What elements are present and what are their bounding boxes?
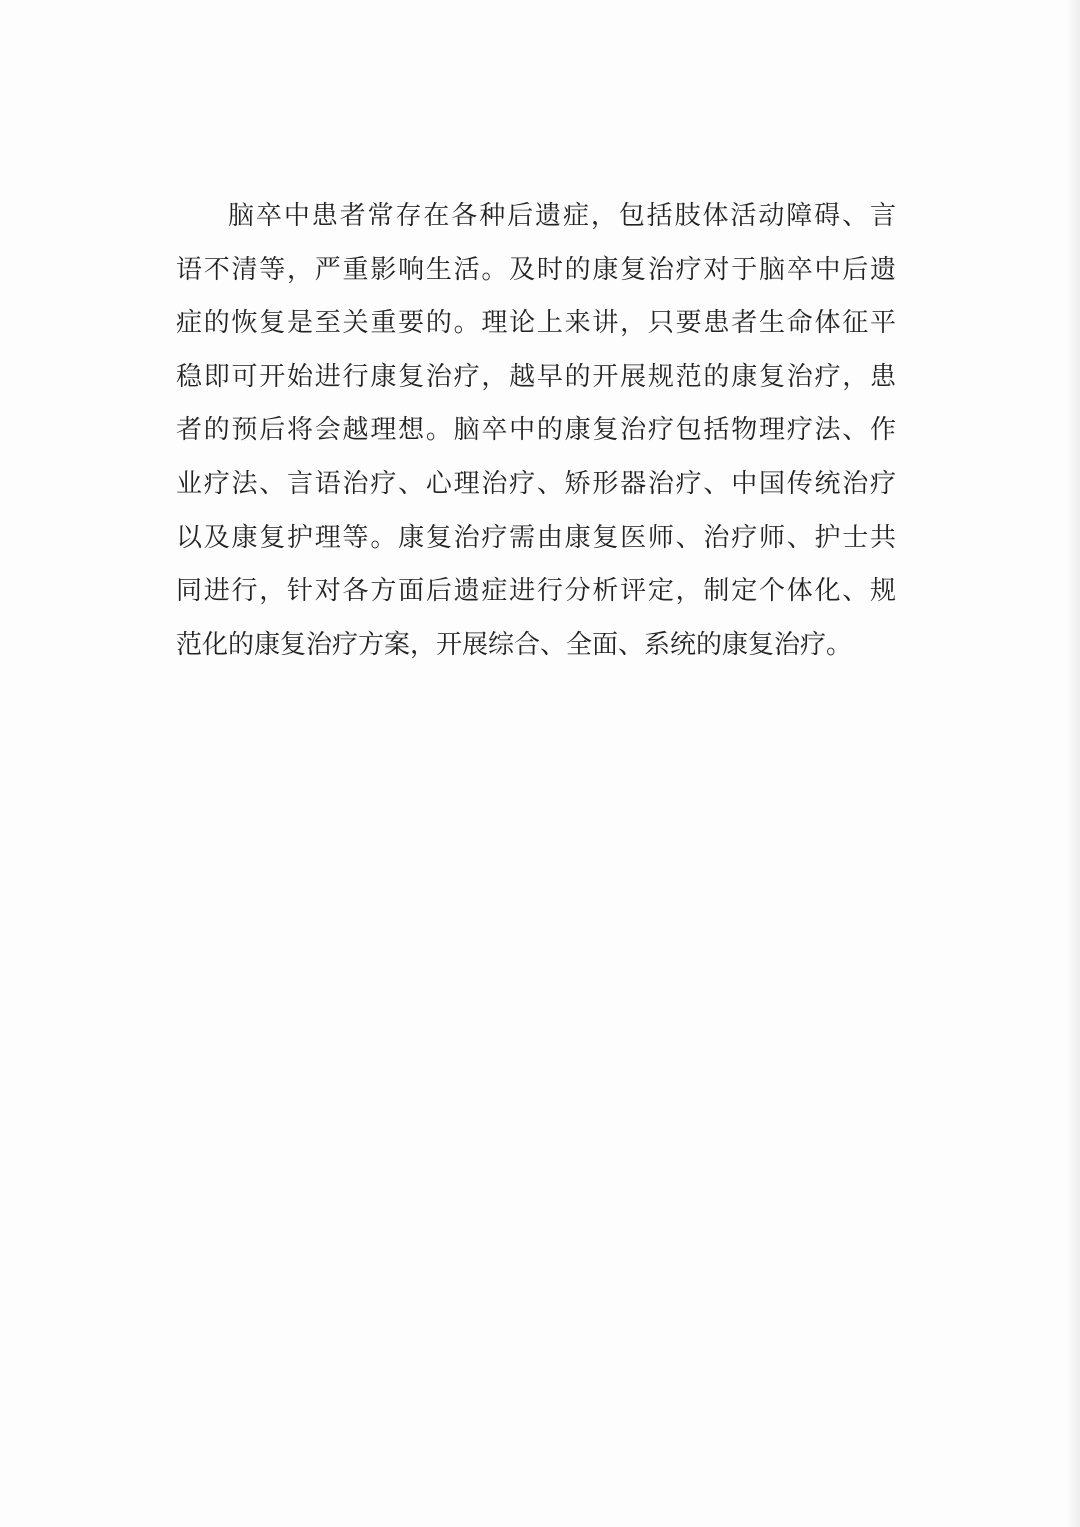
paragraph-line: 同进行，针对各方面后遗症进行分析评定，制定个体化、规	[176, 576, 896, 607]
paragraph-line: 者的预后将会越理想。脑卒中的康复治疗包括物理疗法、作	[176, 415, 896, 446]
body-paragraph	[176, 190, 896, 672]
paragraph-line: 以及康复护理等。康复治疗需由康复医师、治疗师、护士共	[176, 522, 896, 553]
paragraph-line: 脑卒中患者常存在各种后遗症，包括肢体活动障碍、言	[228, 201, 896, 231]
paragraph-line: 范化的康复治疗方案，开展综合、全面、系统的康复治疗。	[176, 629, 853, 660]
paragraph-line: 稳即可开始进行康复治疗，越早的开展规范的康复治疗，患	[176, 361, 896, 392]
page-edge-shadow	[1066, 0, 1080, 1527]
paragraph-line: 业疗法、言语治疗、心理治疗、矫形器治疗、中国传统治疗	[176, 468, 896, 499]
paragraph-line: 症的恢复是至关重要的。理论上来讲，只要患者生命体征平	[176, 308, 896, 339]
paragraph-line: 语不清等，严重影响生活。及时的康复治疗对于脑卒中后遗	[176, 254, 896, 285]
